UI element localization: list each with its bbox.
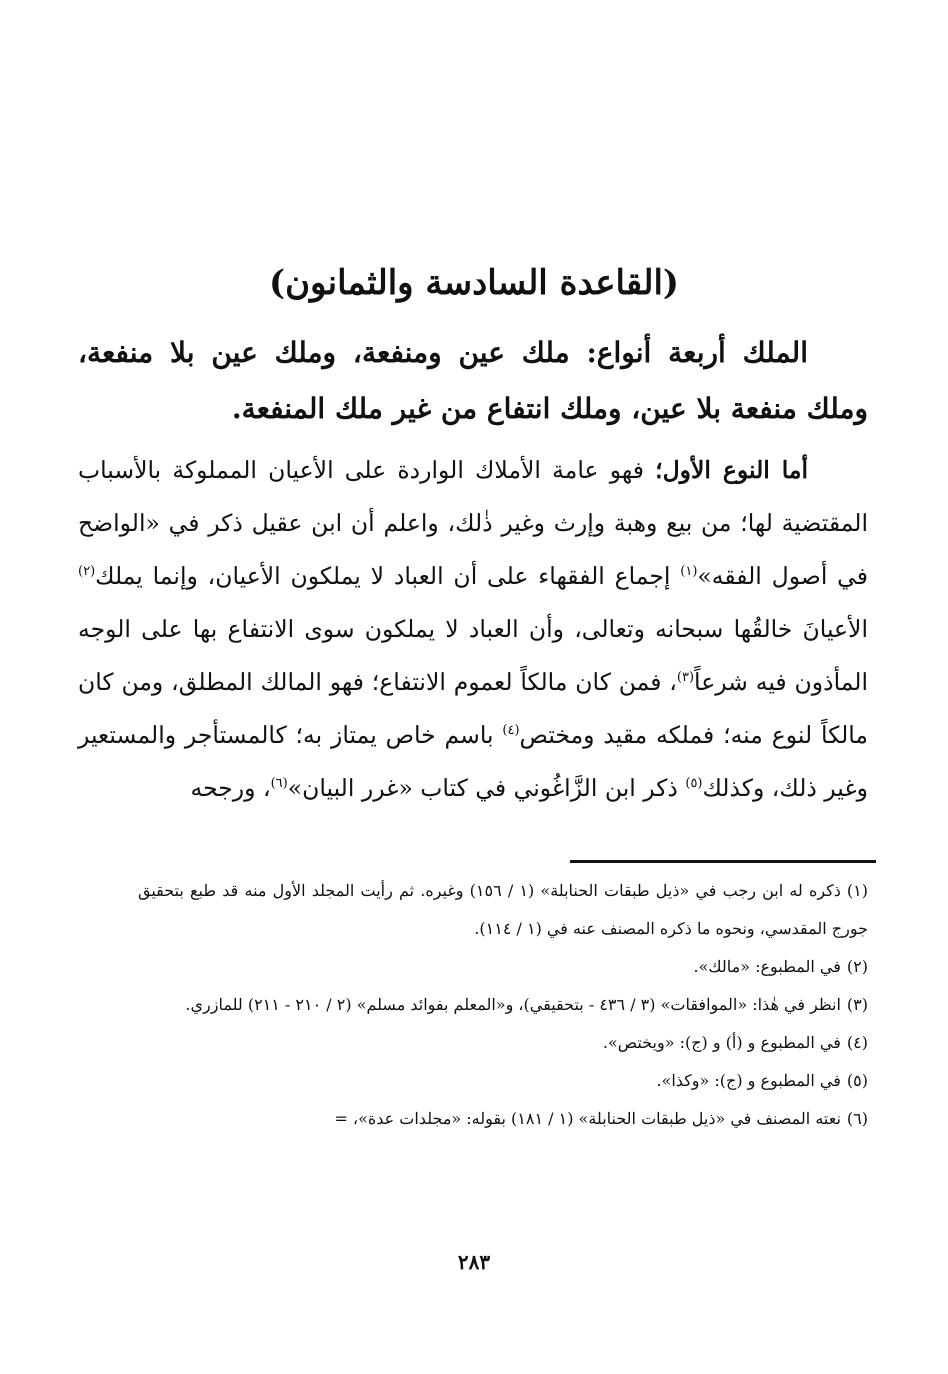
footnote-text: ذكره له ابن رجب في «ذيل طبقات الحنابلة» (١ / ١٥٦) وغيره. ثم رأيت المجلد الأول منه قد طبع بتحقيق جورج المقدسي، ونحوه ما ذكره المصنف عنه في (١ / ١١٤).	[138, 881, 868, 938]
footnote-ref-3: (٣)	[676, 670, 695, 686]
page-number: ٢٨٣	[457, 1250, 491, 1274]
footnote	[138, 1024, 868, 1062]
body-text-part: فهو عامة الأملاك الواردة على الأعيان المملوكة بالأسباب المقتضية لها؛ من بيع وهبة وإرث وغير ذٰلك، واعلم أن ابن عقيل ذكر في «الواضح في أصول الفقه»	[78, 456, 868, 590]
footnote	[138, 1062, 868, 1100]
footnote-number: (٣)	[846, 995, 868, 1014]
body-text-part: باسم خاص يمتاز به؛ كالمستأجر والمستعير وغير ذلك، وكذلك	[78, 721, 868, 802]
footnote	[138, 1100, 868, 1138]
body-text-part: إجماع الفقهاء على أن العباد لا يملكون الأعيان، وإنما يملك	[95, 562, 681, 590]
body-text-part: ، فمن كان مالكاً لعموم الانتفاع؛ فهو المالك المطلق، ومن كان مالكاً لنوع منه؛ فملكه مقيد ومختص	[78, 668, 868, 749]
footnote-number: (٦)	[846, 1109, 868, 1128]
body-paragraph	[78, 444, 868, 815]
footnote-number: (٥)	[846, 1071, 868, 1090]
footnote-number: (٢)	[846, 957, 868, 976]
footnote-number: (٤)	[846, 1033, 868, 1052]
footnote-number: (١)	[846, 881, 869, 900]
body-text-part: ، ورجحه	[190, 774, 271, 802]
footnote-text: في المطبوع: «مالك».	[693, 957, 841, 976]
footnote-text: انظر في هٰذا: «الموافقات» (٣ / ٤٣٦ - بتحقيقي)، و«المعلم بفوائد مسلم» (٢ / ٢١٠ - ٢١١) للمازري.	[185, 995, 841, 1014]
footnote-ref-5: (٥)	[685, 776, 703, 792]
footnote-text: في المطبوع و (أ) و (ج): «ويختص».	[602, 1033, 841, 1052]
footnote-ref-4: (٤)	[502, 723, 520, 739]
body-text-part: الأعيانَ خالقُها سبحانه وتعالى، وأن العباد لا يملكون سوى الانتفاع بها على الوجه المأذون فيه شرعاً	[78, 615, 869, 696]
footnote-ref-1: (١)	[680, 564, 698, 580]
footnote-ref-2: (٢)	[78, 564, 96, 580]
footnote-separator	[570, 860, 876, 863]
rule-statement-text: الملك أربعة أنواع: ملك عين ومنفعة، وملك عين بلا منفعة، وملك منفعة بلا عين، وملك انتفاع من غير ملك المنفعة.	[78, 336, 868, 425]
footnote	[138, 948, 868, 986]
section-lead: أما النوع الأول؛	[655, 456, 808, 484]
body-text-part: ذكر ابن الزَّاغُوني في كتاب «غرر البيان»	[287, 774, 686, 802]
footnote-text: نعته المصنف في «ذيل طبقات الحنابلة» (١ / ١٨١) بقوله: «مجلدات عدة»، =	[334, 1109, 841, 1128]
footnotes	[138, 872, 868, 1138]
footnote	[138, 986, 868, 1024]
footnote-ref-6: (٦)	[270, 776, 288, 792]
footnote	[138, 872, 868, 948]
rule-title: (القاعدة السادسة والثمانون)	[268, 263, 679, 303]
rule-statement	[78, 325, 868, 437]
footnote-text: في المطبوع و (ج): «وكذا».	[656, 1071, 841, 1090]
